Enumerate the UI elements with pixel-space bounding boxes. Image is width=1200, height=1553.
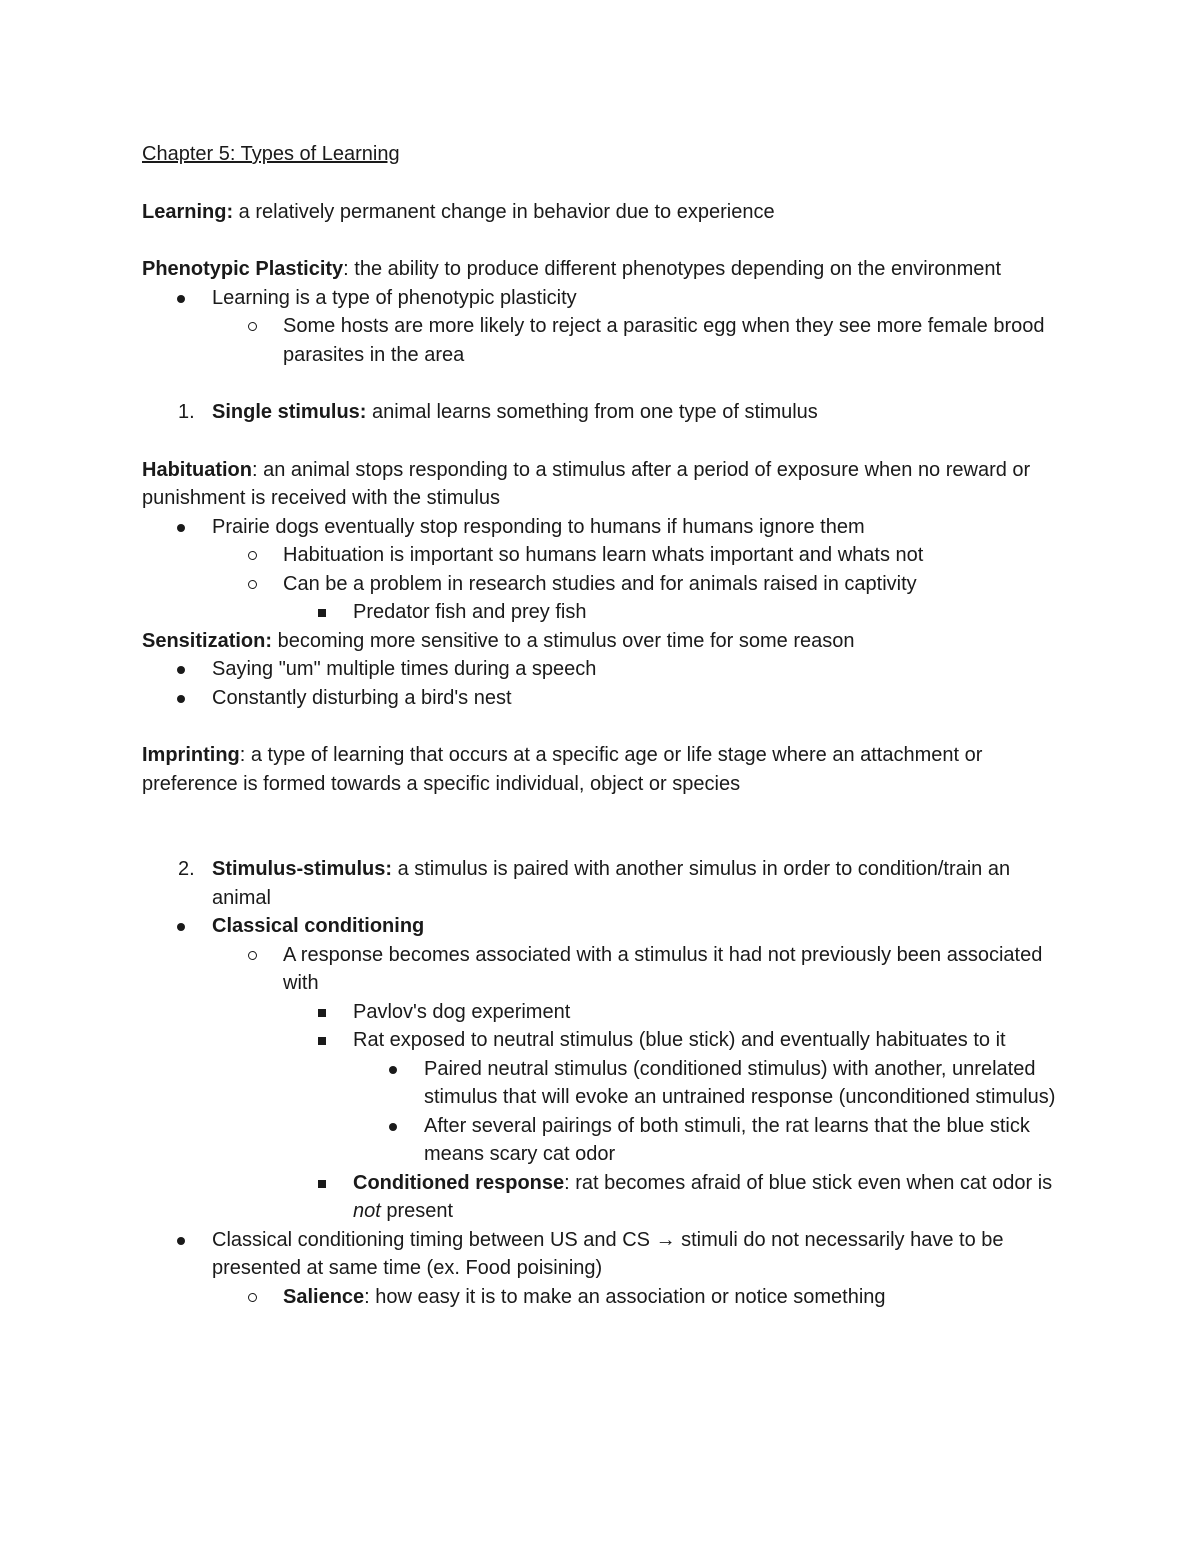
learning-term: Learning: (142, 200, 234, 223)
list-item: Classical conditioning (142, 912, 1072, 941)
circle-bullet-icon (248, 551, 257, 560)
list-item: Prairie dogs eventually stop responding to humans if humans ignore them (142, 513, 1072, 542)
list-item: After several pairings of both stimuli, the rat learns that the blue stick means scary cat odor (142, 1112, 1072, 1169)
sensitization-term: Sensitization: (142, 629, 273, 652)
bullet-icon (177, 666, 185, 674)
bullet-icon (177, 695, 185, 703)
bullet-icon (389, 1066, 397, 1074)
list-item: Constantly disturbing a bird's nest (142, 684, 1072, 713)
list-item: Can be a problem in research studies and for animals raised in captivity (142, 570, 1072, 599)
list-item: Learning is a type of phenotypic plasticity (142, 284, 1072, 313)
square-bullet-icon (318, 609, 326, 617)
list-item: Salience: how easy it is to make an association or notice something (142, 1283, 1072, 1312)
bullet-icon (177, 295, 185, 303)
bullet-icon (177, 1237, 185, 1245)
list-item: Predator fish and prey fish (142, 598, 1072, 627)
list-item: Some hosts are more likely to reject a parasitic egg when they see more female brood parasites in the area (142, 312, 1072, 369)
bullet-icon (177, 923, 185, 931)
imprinting-term: Imprinting (142, 744, 240, 766)
list-item: Rat exposed to neutral stimulus (blue stick) and eventually habituates to it (142, 1026, 1072, 1055)
list-item: Pavlov's dog experiment (142, 998, 1072, 1027)
circle-bullet-icon (248, 1293, 257, 1302)
list-item: Habituation is important so humans learn whats important and whats not (142, 541, 1072, 570)
imprinting-definition: Imprinting: a type of learning that occurs at a specific age or life stage where an attachment or preference is formed towards a specific individual, object or species (142, 744, 983, 795)
habituation-definition: Habituation: an animal stops responding to a stimulus after a period of exposure when no reward or punishment is received with the stimulus (142, 458, 1031, 509)
square-bullet-icon (318, 1037, 326, 1045)
circle-bullet-icon (248, 580, 257, 589)
list-item: A response becomes associated with a stimulus it had not previously been associated with (142, 941, 1072, 998)
numbered-item-1: 1. Single stimulus: animal learns something from one type of stimulus (178, 401, 818, 423)
plasticity-definition (142, 255, 1072, 284)
square-bullet-icon (318, 1180, 326, 1188)
square-bullet-icon (318, 1009, 326, 1017)
numbered-item-2: 2. Stimulus-stimulus: a stimulus is paired with another simulus in order to condition/train an animal (178, 858, 1011, 909)
sensitization-definition: Sensitization: becoming more sensitive to a stimulus over time for some reason (142, 629, 855, 652)
circle-bullet-icon (248, 951, 257, 960)
bullet-icon (389, 1123, 397, 1131)
list-item: Classical conditioning timing between US and CS → stimuli do not necessarily have to be presented at same time (ex. Food poisining) (142, 1226, 1072, 1283)
circle-bullet-icon (248, 322, 257, 331)
bullet-icon (177, 524, 185, 532)
page-title: Chapter 5: Types of Learning (142, 143, 400, 165)
habituation-term: Habituation (142, 458, 252, 481)
list-item: Paired neutral stimulus (conditioned stimulus) with another, unrelated stimulus that will evoke an untrained response (unconditioned stimulus) (142, 1055, 1072, 1112)
document-page (142, 140, 1072, 1311)
list-item: Conditioned response: rat becomes afraid of blue stick even when cat odor is not present (142, 1169, 1072, 1226)
plasticity-term: Phenotypic Plasticity (142, 258, 344, 280)
plasticity-def: : the ability to produce different phenotypes depending on the environment (343, 258, 1002, 280)
learning-def: a relatively permanent change in behavior due to experience (233, 200, 775, 223)
list-item: Saying "um" multiple times during a speech (142, 655, 1072, 684)
learning-definition (142, 198, 1072, 227)
